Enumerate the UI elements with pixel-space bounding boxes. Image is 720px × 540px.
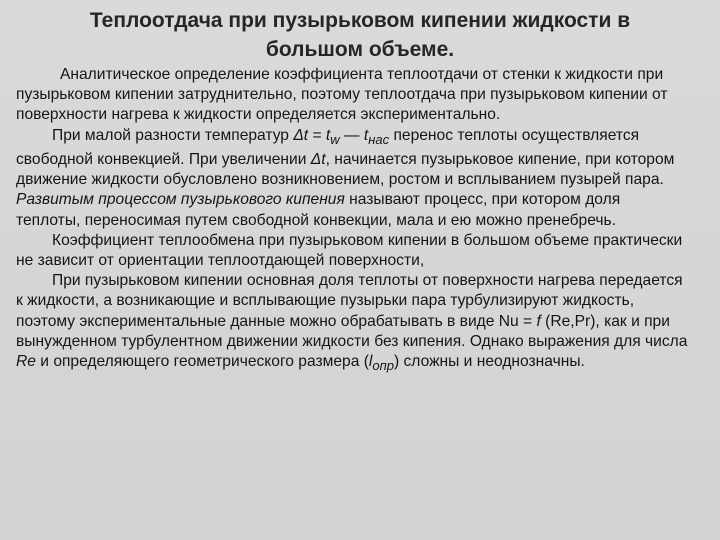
paragraph-1-text: Аналитическое определение коэффициента теплоотдачи от стенки к жидкости при пузырьковом кипении затруднительно, поэтому теплоотдача при пузырьковом кипении от поверхности нагрева к жидкости определяется экспериментально. <box>16 66 668 124</box>
p2-text-c: , начинается пузырьковое кипение, при котором движение жидкости обусловлено возникновением, ростом и всплыванием пузырей пара. <box>16 150 675 189</box>
title-line-1: Теплоотдача при пузырьковом кипении жидкости в <box>89 9 631 32</box>
slide-body <box>16 65 688 376</box>
paragraph-3-text: Коэффициент теплообмена при пузырьковом кипении в большом объеме практически не зависит от ориентации теплоотдающей поверхности, <box>16 231 683 269</box>
p4-sub-opr: опр <box>372 358 394 374</box>
p2-eq: = <box>308 126 326 144</box>
p4-f: f <box>536 312 541 330</box>
p2-italic-term: Развитым процессом пузырькового кипения <box>16 191 345 209</box>
paragraph-4 <box>16 271 688 376</box>
p4-text-d: ) сложны и неоднозначны. <box>393 352 585 370</box>
p2-sub-w: w <box>330 131 340 147</box>
p2-t2: t <box>363 126 369 144</box>
p2-sub-nas: нас <box>368 131 390 147</box>
paragraph-3 <box>16 231 688 271</box>
p4-re: Re <box>16 352 36 370</box>
p4-text-c: и определяющего геометрического размера ( <box>35 352 369 370</box>
p2-delta-t: Δt <box>293 126 309 144</box>
paragraph-1 <box>16 65 688 126</box>
paragraph-2 <box>16 126 688 231</box>
slide-title <box>0 6 720 64</box>
p2-dash: — <box>339 126 364 144</box>
p4-text-b: (Re,Pr), как и при вынужденном турбулентном движении жидкости без кипения. Однако выражения для числа <box>16 312 688 350</box>
p2-text-b: перенос теплоты осуществляется свободной конвекцией. При увеличении <box>16 126 640 168</box>
title-line-2: большом объеме. <box>265 38 455 61</box>
p2-text-a: При малой разности температур <box>52 126 294 144</box>
p4-text-a: При пузырьковом кипении основная доля теплоты от поверхности нагрева передается к жидкости, а возникающие и всплывающие пузырьки пара турбулизируют жидкость, поэтому экспериментальные данные можно обрабатывать в виде Nu = <box>16 272 683 330</box>
p2-t: t <box>325 126 331 144</box>
p4-l: l <box>368 352 373 370</box>
p2-text-d: называют процесс, при котором доля теплоты, переносимая путем свободной конвекции, мала и ею можно пренебречь. <box>16 191 621 229</box>
p2-delta-t-2: Δt <box>310 150 326 168</box>
